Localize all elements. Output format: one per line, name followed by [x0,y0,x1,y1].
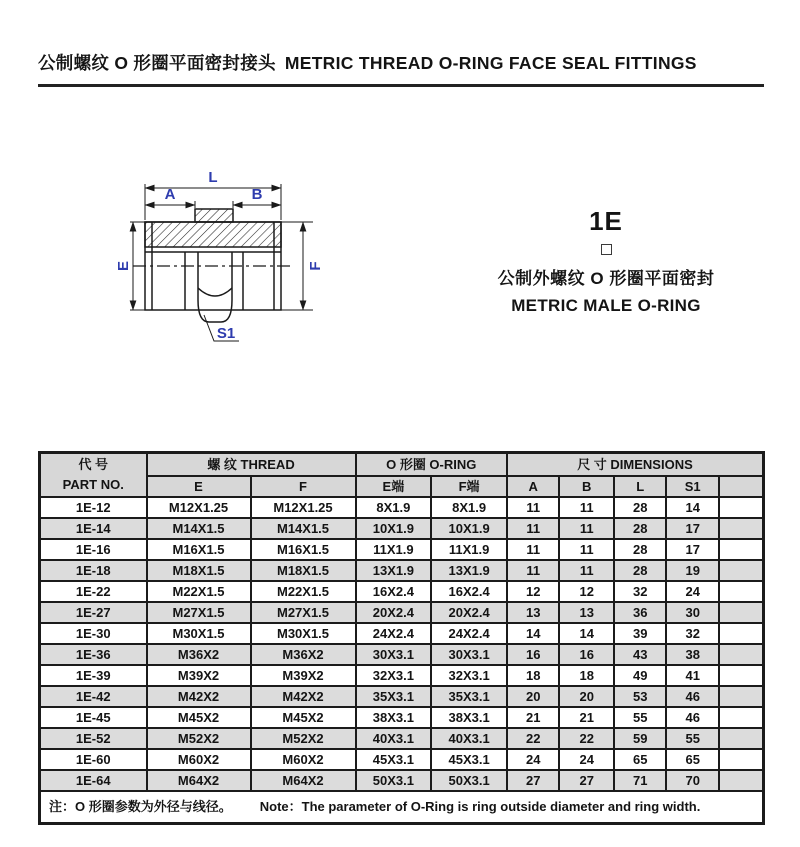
table-cell: 20 [559,686,614,707]
table-cell: M12X1.25 [251,497,356,518]
col-header-f: F [251,476,356,497]
table-cell: 40X3.1 [431,728,507,749]
table-row [40,539,764,560]
table-cell [719,623,764,644]
table-cell: 1E-60 [40,749,147,770]
page-title-cn: 公制螺纹 O 形圈平面密封接头 [38,53,276,73]
title-divider [38,84,764,87]
col-header-l: L [614,476,667,497]
table-cell: 11 [559,539,614,560]
col-header-part-no-cn: 代 号 [78,457,109,472]
table-cell: 1E-16 [40,539,147,560]
table-cell: 65 [666,749,719,770]
table-cell: M42X2 [147,686,251,707]
table-cell: M64X2 [251,770,356,791]
table-cell: M22X1.5 [147,581,251,602]
table-cell: 40X3.1 [356,728,432,749]
table-row [40,623,764,644]
table-note-row [40,791,764,824]
table-cell: 21 [559,707,614,728]
table-cell [719,581,764,602]
table-row [40,644,764,665]
table-cell: 1E-64 [40,770,147,791]
table-cell: 24X2.4 [356,623,432,644]
table-row [40,665,764,686]
spec-table [38,451,765,825]
table-cell: 14 [559,623,614,644]
table-cell: 38 [666,644,719,665]
table-cell: 70 [666,770,719,791]
dim-label-B: B [251,186,263,203]
table-cell: 18 [507,665,560,686]
table-cell [719,686,764,707]
table-cell: 11 [507,497,560,518]
col-header-e: E [147,476,251,497]
table-cell: 1E-14 [40,518,147,539]
table-row [40,686,764,707]
table-cell [719,560,764,581]
table-cell: 35X3.1 [356,686,432,707]
table-cell [719,770,764,791]
table-cell: 32 [666,623,719,644]
table-cell: 24 [559,749,614,770]
table-cell: 32X3.1 [431,665,507,686]
table-cell: 17 [666,518,719,539]
series-block [450,206,762,316]
table-cell: 16 [507,644,560,665]
table-cell: 12 [559,581,614,602]
table-cell: 28 [614,560,667,581]
table-cell: M52X2 [147,728,251,749]
table-cell: 27 [507,770,560,791]
table-cell: 24 [507,749,560,770]
table-cell: 18 [559,665,614,686]
table-cell: 10X1.9 [431,518,507,539]
table-cell: 28 [614,497,667,518]
table-cell: 65 [614,749,667,770]
table-cell: M39X2 [147,665,251,686]
table-row [40,770,764,791]
series-desc-cn: 公制外螺纹 O 形圈平面密封 [497,269,715,288]
table-cell: M64X2 [147,770,251,791]
table-cell: M45X2 [251,707,356,728]
table-cell: 13X1.9 [356,560,432,581]
table-cell: 24X2.4 [431,623,507,644]
table-cell [719,749,764,770]
table-cell: 19 [666,560,719,581]
table-cell: 46 [666,707,719,728]
dim-label-L: L [208,169,218,186]
table-cell: M12X1.25 [147,497,251,518]
table-cell: 41 [666,665,719,686]
table-header-row-2 [40,476,764,497]
dim-label-A: A [164,186,176,203]
table-cell: 20 [507,686,560,707]
table-cell: 13 [559,602,614,623]
table-cell [719,602,764,623]
table-cell: 8X1.9 [431,497,507,518]
table-cell: 1E-39 [40,665,147,686]
series-desc-en: METRIC MALE O-RING [511,296,701,315]
table-cell: 30X3.1 [431,644,507,665]
table-cell: 49 [614,665,667,686]
table-cell: 53 [614,686,667,707]
table-cell: 13X1.9 [431,560,507,581]
table-cell: 38X3.1 [356,707,432,728]
table-cell: M27X1.5 [251,602,356,623]
table-cell: 55 [666,728,719,749]
table-cell: 21 [507,707,560,728]
table-cell [719,707,764,728]
table-cell: 1E-36 [40,644,147,665]
note-en: Note：The parameter of O-Ring is ring outside diameter and ring width. [259,799,701,814]
table-cell: M30X1.5 [251,623,356,644]
table-row [40,602,764,623]
table-cell: M42X2 [251,686,356,707]
table-cell [719,539,764,560]
fitting-drawing [85,148,350,370]
table-cell: M36X2 [251,644,356,665]
table-cell: 28 [614,539,667,560]
table-cell: 24 [666,581,719,602]
table-cell: 8X1.9 [356,497,432,518]
table-cell [719,665,764,686]
table-note [40,791,764,824]
table-cell: 55 [614,707,667,728]
table-cell: 11X1.9 [356,539,432,560]
col-header-blank [719,476,764,497]
col-header-part-no-en: PART NO. [62,477,124,492]
table-cell [719,728,764,749]
table-cell: M52X2 [251,728,356,749]
table-cell: M60X2 [147,749,251,770]
table-row [40,749,764,770]
table-cell: M30X1.5 [147,623,251,644]
table-cell: 13 [507,602,560,623]
table-cell: 27 [559,770,614,791]
table-cell: 22 [559,728,614,749]
table-cell: M16X1.5 [251,539,356,560]
table-cell: 20X2.4 [431,602,507,623]
table-cell: 30 [666,602,719,623]
table-row [40,581,764,602]
table-cell: 28 [614,518,667,539]
col-header-part-no [40,453,147,498]
dim-label-S1: S1 [216,325,236,342]
table-cell: M18X1.5 [147,560,251,581]
table-header-row-1 [40,453,764,477]
col-header-b: B [559,476,614,497]
table-row [40,728,764,749]
table-cell: M60X2 [251,749,356,770]
series-code: 1E [589,206,623,236]
table-cell [719,518,764,539]
table-cell: 17 [666,539,719,560]
table-cell: 14 [507,623,560,644]
table-row [40,497,764,518]
table-cell: 32X3.1 [356,665,432,686]
dim-label-F: F [307,261,324,271]
table-cell: M36X2 [147,644,251,665]
note-cn: 注：O 形圈参数为外径与线径。 [49,799,232,814]
table-cell: 50X3.1 [431,770,507,791]
col-header-f-end: F端 [431,476,507,497]
table-cell: 45X3.1 [431,749,507,770]
table-cell: 1E-22 [40,581,147,602]
table-cell: M39X2 [251,665,356,686]
table-cell: 22 [507,728,560,749]
page-title [38,50,768,75]
table-cell: 11 [559,497,614,518]
table-cell: 1E-45 [40,707,147,728]
table-cell: 11 [507,560,560,581]
col-header-s1: S1 [666,476,719,497]
table-cell: 10X1.9 [356,518,432,539]
table-cell: 36 [614,602,667,623]
col-header-e-end: E端 [356,476,432,497]
table-cell [719,497,764,518]
table-cell: 11 [559,560,614,581]
table-cell: M45X2 [147,707,251,728]
table-cell: M14X1.5 [147,518,251,539]
table-cell: 59 [614,728,667,749]
table-cell: M22X1.5 [251,581,356,602]
table-cell: 16 [559,644,614,665]
table-cell: 46 [666,686,719,707]
table-cell: 11 [507,518,560,539]
col-header-oring: O 形圈 O-RING [356,453,507,477]
col-header-dimensions: 尺 寸 DIMENSIONS [507,453,764,477]
table-cell: 16X2.4 [356,581,432,602]
table-cell: 1E-12 [40,497,147,518]
series-symbol-square [601,244,612,255]
table-cell: 43 [614,644,667,665]
table-cell: 12 [507,581,560,602]
table-cell: 1E-27 [40,602,147,623]
page-title-en: METRIC THREAD O-RING FACE SEAL FITTINGS [284,53,697,73]
table-body [40,497,764,791]
table-row [40,518,764,539]
dim-label-E: E [115,260,132,272]
col-header-a: A [507,476,560,497]
table-cell: 16X2.4 [431,581,507,602]
table-cell: 14 [666,497,719,518]
table-cell: 1E-52 [40,728,147,749]
table-cell: 50X3.1 [356,770,432,791]
col-header-thread: 螺 纹 THREAD [147,453,356,477]
table-row [40,707,764,728]
table-cell: 32 [614,581,667,602]
table-cell: 20X2.4 [356,602,432,623]
table-cell: 11 [507,539,560,560]
table-cell: M27X1.5 [147,602,251,623]
table-cell: 11X1.9 [431,539,507,560]
table-cell: 1E-30 [40,623,147,644]
table-cell: 1E-18 [40,560,147,581]
table-cell: 35X3.1 [431,686,507,707]
table-cell: 71 [614,770,667,791]
table-cell [719,644,764,665]
dimension-lines [130,184,313,341]
table-cell: M14X1.5 [251,518,356,539]
table-cell: M18X1.5 [251,560,356,581]
table-row [40,560,764,581]
table-cell: 39 [614,623,667,644]
table-cell: 45X3.1 [356,749,432,770]
table-cell: 30X3.1 [356,644,432,665]
table-cell: 11 [559,518,614,539]
table-cell: 1E-42 [40,686,147,707]
table-cell: 38X3.1 [431,707,507,728]
table-cell: M16X1.5 [147,539,251,560]
